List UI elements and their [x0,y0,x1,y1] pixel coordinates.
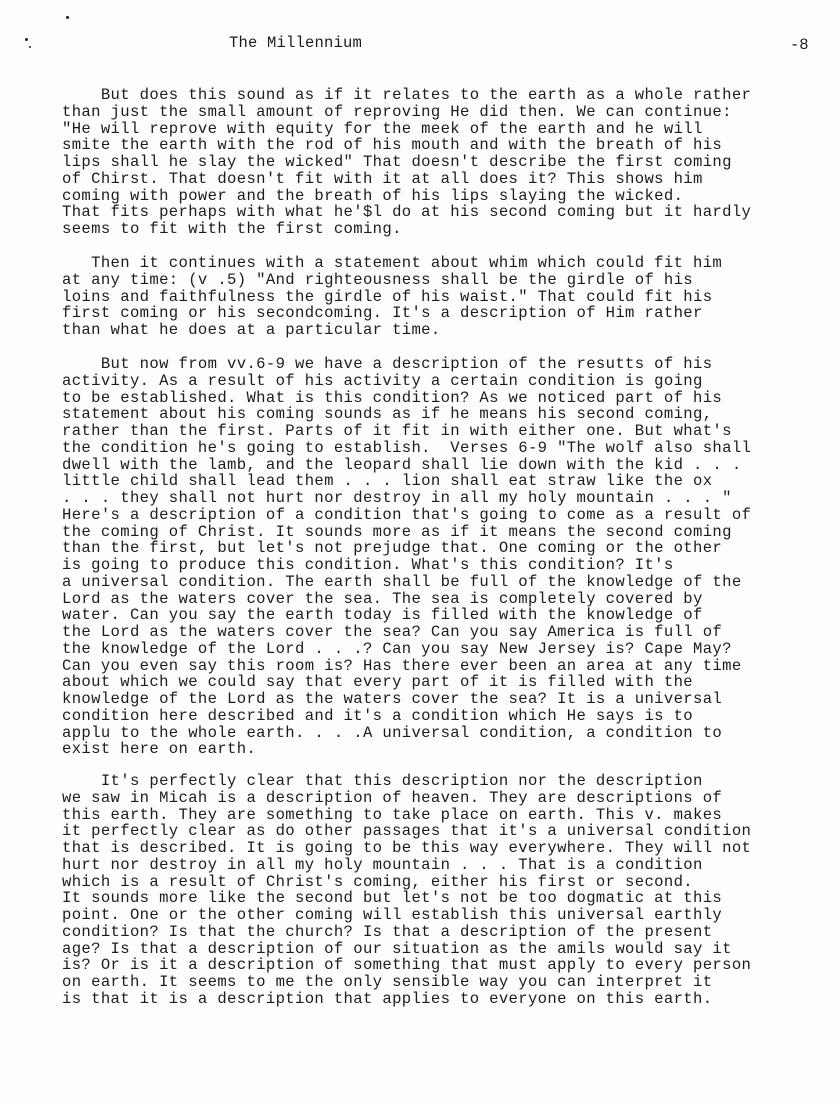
margin-speck [29,46,31,48]
text-line: age? Is that a description of our situation as the amils would say it [62,939,732,958]
text-line: on earth. It seems to me the only sensible way you can interpret it [62,973,713,991]
margin-speck [66,16,69,19]
page-number: -8 [790,36,809,54]
text-line: lips shall he slay the wicked" That doesn't describe the first coming [62,153,732,171]
text-line: first coming or his secondcoming. It's a description of Him rather [62,304,703,323]
text-line: smite the earth with the rod of his mouth and with the breath of his [62,136,723,155]
page-title: The Millennium [229,34,363,52]
text-line: exist here on earth. [62,740,257,759]
text-line: it perfectly clear as do other passages that it's a universal condition [62,822,752,841]
text-line: this earth. They are something to take place on earth. This v. makes [62,805,723,824]
text-line: . . . they shall not hurt nor destroy in all my holy mountain . . . " [62,489,732,507]
text-line: is going to produce this condition. What's this condition? It's [62,556,674,574]
text-line: activity. As a result of his activity a certain condition is going [62,371,703,390]
text-line: at any time: (v .5) "And righteousness shall be the girdle of his [62,270,694,289]
text-line: to be established. What is this condition? As we noticed part of his [62,388,723,407]
text-line: of Chirst. That doesn't fit with it at all does it? This shows him [62,169,703,188]
text-line: But now from vv.6-9 we have a description of the resutts of his [62,355,713,373]
text-line: the knowledge of the Lord . . .? Can you say New Jersey is? Cape May? [62,639,732,658]
text-line: we saw in Micah is a description of heaven. They are descriptions of [62,788,723,807]
text-line: knowledge of the Lord as the waters cover the sea? It is a universal [62,690,723,708]
text-line: loins and faithfulness the girdle of his waist." That could fit his [62,287,713,306]
text-line: Here's a description of a condition that's going to come as a result of [62,505,752,524]
text-line: condition here described and it's a condition which He says is to [62,706,694,725]
text-line: "He will reprove with equity for the meek of the earth and he will [62,119,703,138]
text-line: is? Or is it a description of something that must apply to every person [62,956,752,975]
text-line: coming with power and the breath of his lips slaying the wicked. [62,186,684,205]
text-line: water. Can you say the earth today is filled with the knowledge of [62,606,703,625]
text-line: than what he does at a particular time. [62,321,441,339]
text-line: Then it continues with a statement about whim which could fit him [62,254,723,272]
text-line: But does this sound as if it relates to the earth as a whole rather [62,86,752,104]
text-line: than the first, but let's not prejudge that. One coming or the other [62,539,723,558]
text-line: which is a result of Christ's coming, either his first or second. [62,872,694,891]
text-line: the condition he's going to establish. Verses 6-9 "The wolf also shall [62,438,752,457]
text-line: than just the small amount of reproving He did then. We can continue: [62,102,732,121]
text-line: little child shall lead them . . . lion shall eat straw like the ox [62,472,713,491]
text-line: condition? Is that the church? Is that a description of the present [62,922,713,941]
text-line: It sounds more like the second but let's not be too dogmatic at this [62,889,723,908]
text-line: seems to fit with the first coming. [62,220,402,238]
text-line: the Lord as the waters cover the sea? Can you say America is full of [62,623,723,641]
text-line: hurt nor destroy in all my holy mountain . . . That is a condition [62,855,703,874]
text-line: the coming of Christ. It sounds more as if it means the second coming [62,522,732,541]
text-line: rather than the first. Parts of it fit in with either one. But what's [62,422,732,440]
text-line: applu to the whole earth. . . .A universal condition, a condition to [62,723,723,742]
text-line: about which we could say that every part of it is filled with the [62,673,694,692]
text-line: a universal condition. The earth shall be full of the knowledge of the [62,572,742,591]
text-line: that is described. It is going to be this way everywhere. They will not [62,839,752,857]
text-line: It's perfectly clear that this description nor the description [62,772,703,790]
text-line: statement about his coming sounds as if he means his second coming, [62,405,713,424]
text-line: dwell with the lamb, and the leopard shall lie down with the kid . . . [62,455,742,474]
text-line: Can you even say this room is? Has there ever been an area at any time [62,656,742,675]
text-line: Lord as the waters cover the sea. The sea is completely covered by [62,589,703,608]
text-line: is that it is a description that applies to everyone on this earth. [62,989,713,1008]
text-line: That fits perhaps with what he'$l do at his second coming but it hardly [62,203,752,222]
margin-speck [25,38,28,41]
text-line: point. One or the other coming will establish this universal earthly [62,906,723,924]
